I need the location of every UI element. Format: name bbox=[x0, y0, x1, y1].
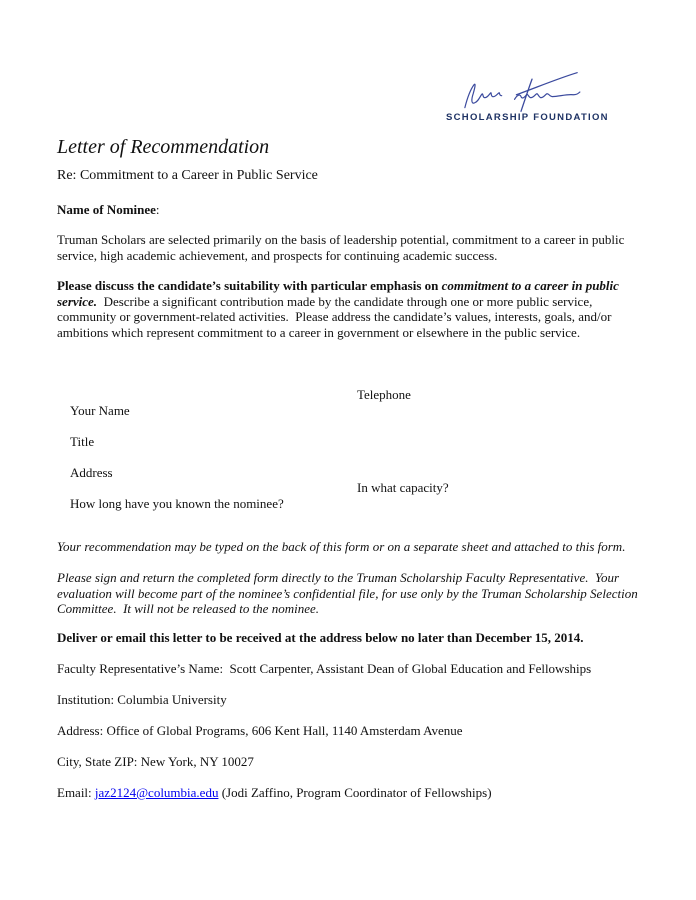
signature-flourish-stroke bbox=[516, 73, 577, 95]
instructions-body-text: Describe a significant contribution made by the candidate through one or more public service, community or government-related activities. Please address the candidate’s values, interests, goals, and/or ambitions which represent commitment to a career in government or elsewhere in the public service. bbox=[57, 293, 615, 340]
form-row-name-telephone bbox=[57, 387, 641, 418]
email-line bbox=[57, 785, 641, 801]
form-row-address bbox=[57, 449, 641, 480]
how-long-label: How long have you known the nominee? bbox=[70, 495, 284, 511]
address-line: Address: Office of Global Programs, 606 Kent Hall, 1140 Amsterdam Avenue bbox=[57, 723, 463, 738]
institution-line: Institution: Columbia University bbox=[57, 692, 227, 707]
faculty-representative-line: Faculty Representative’s Name: Scott Carpenter, Assistant Dean of Global Education and Fellowships bbox=[57, 661, 592, 676]
foundation-wordmark: SCHOLARSHIP FOUNDATION bbox=[446, 112, 609, 123]
title-label: Title bbox=[70, 433, 95, 449]
deadline-line: Deliver or email this letter to be received at the address below no later than December 15, 2014. bbox=[57, 630, 584, 645]
instructions-bold-italic-text: commitment to a career in public service. bbox=[57, 278, 623, 309]
instructions-paragraph bbox=[57, 278, 641, 340]
confidentiality-note: Please sign and return the completed form directly to the Truman Scholarship Faculty Representative. Your evaluation will become part of the nominee’s confidential file, for use only by the Truman Scholarship Selection Committee. It will not be released to the nominee. bbox=[57, 570, 641, 616]
your-name-label: Your Name bbox=[70, 402, 130, 418]
intro-paragraph: Truman Scholars are selected primarily on the basis of leadership potential, commitment to a career in public service, high academic achievement, and prospects for continuing academic success. bbox=[57, 232, 628, 263]
truman-foundation-logo bbox=[446, 69, 614, 123]
email-link[interactable]: jaz2124@columbia.edu bbox=[94, 785, 219, 800]
form-row-duration-capacity bbox=[57, 480, 641, 511]
capacity-label: In what capacity? bbox=[357, 480, 449, 495]
page-title: Letter of Recommendation bbox=[57, 136, 270, 158]
address-label: Address bbox=[70, 464, 113, 480]
typing-note: Your recommendation may be typed on the back of this form or on a separate sheet and attached to this form. bbox=[57, 539, 626, 554]
signature-first-name-stroke bbox=[465, 84, 502, 107]
city-state-zip-line: City, State ZIP: New York, NY 10027 bbox=[57, 754, 254, 769]
nominee-colon: : bbox=[155, 202, 160, 217]
subject-line: Re: Commitment to a Career in Public Service bbox=[57, 168, 318, 183]
telephone-label: Telephone bbox=[357, 387, 411, 402]
truman-signature-icon bbox=[454, 69, 588, 115]
signature-last-name-stroke bbox=[515, 92, 580, 99]
nominee-name-line bbox=[57, 202, 641, 218]
email-label: Email: bbox=[57, 785, 95, 800]
form-row-title bbox=[57, 418, 641, 449]
email-contact-name: (Jodi Zaffino, Program Coordinator of Fellowships) bbox=[218, 785, 492, 800]
instructions-bold-text: Please discuss the candidate’s suitability with particular emphasis on bbox=[57, 278, 442, 293]
nominee-label: Name of Nominee bbox=[57, 202, 156, 217]
